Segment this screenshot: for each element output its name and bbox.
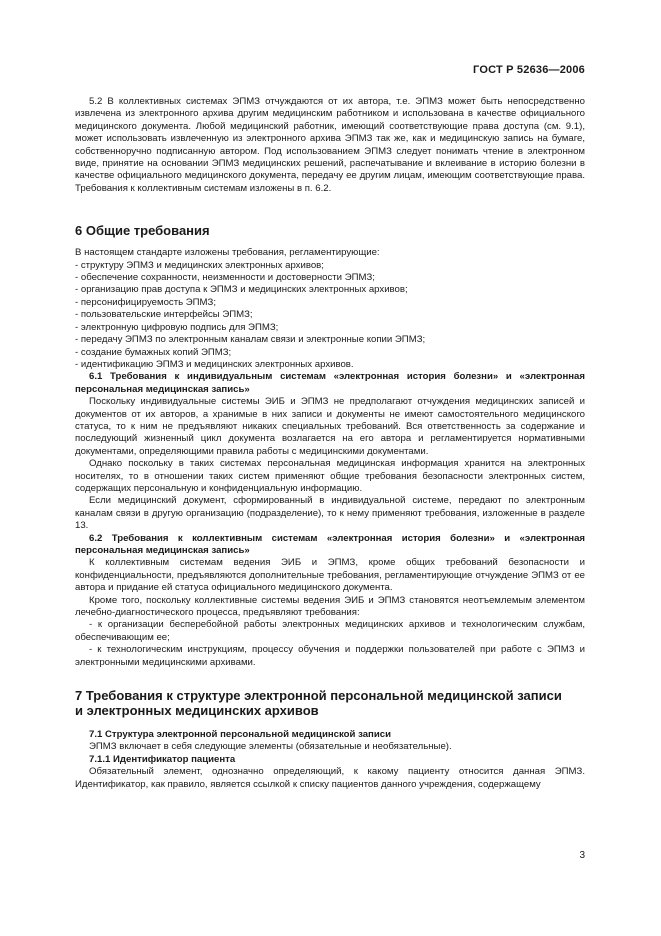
paragraph: ЭПМЗ включает в себя следующие элементы (обязательные и необязательные). xyxy=(89,741,452,753)
list-item: - персонифицируемость ЭПМЗ; xyxy=(75,296,217,308)
subsection-7-1-title: 7.1 Структура электронной персональной медицинской записи xyxy=(89,729,391,741)
page-number: 3 xyxy=(579,850,585,861)
paragraph: Однако поскольку в таких системах персональная медицинская информация хранится на электронных носителях, то в отношении таких систем применяют общие требования безопасности электронных систем, содержащих персональную и конфиденциальную информацию. xyxy=(75,458,585,494)
subsection-6-1-title: 6.1 Требования к индивидуальным системам «электронная история болезни» и «электронная персональная медицинская запись» xyxy=(75,371,585,395)
paragraph: Поскольку индивидуальные системы ЭИБ и ЭПМЗ не предполагают отчуждения медицинских записей и документов от их авторов, а хранимые в них записи и документы не имеют самостоятельного медицинского статуса, то к ним не предъявляют никаких специальных требований. Вся ответственность за содержание и последующий жизненный цикл документа возлагается на его автора и регламентируется нормативными документами, определяющими правила работы с медицинскими документами. xyxy=(75,396,585,457)
paragraph: - к технологическим инструкциям, процессу обучения и поддержки пользователей при работе с ЭПМЗ и электронными медицинскими архивами. xyxy=(75,644,585,668)
document-header: ГОСТ Р 52636—2006 xyxy=(473,64,585,76)
document-body xyxy=(75,96,585,791)
subsection-7-1-1-title: 7.1.1 Идентификатор пациента xyxy=(89,753,236,765)
paragraph: - к организации бесперебойной работы электронных медицинских архивов и технологическим службам, обеспечивающим ее; xyxy=(75,619,585,643)
list-item: - структуру ЭПМЗ и медицинских электронных архивов; xyxy=(75,259,324,271)
section-6-intro: В настоящем стандарте изложены требования, регламентирующие: xyxy=(75,247,380,259)
paragraph-5-2: 5.2 В коллективных системах ЭПМЗ отчуждаются от их автора, т.е. ЭПМЗ может быть непосредственно извлечена из электронного архива другим медицинским работником и использована в качестве официального медицинского документа. Любой медицинский работник, имеющий соответствующие права доступа (см. 9.1), может использовать извлеченную из электронного архива ЭПМЗ так же, как и медицинскую запись на бумаге, собственноручно подписанную автором. Под использованием ЭПМЗ следует понимать чтение в электронном виде, принятие на основании ЭПМЗ медицинских решений, распечатывание и вклеивание в историю болезни в качестве официального медицинского документа, передачу ее другим лицам, имеющим соответствующие права. Требования к коллективным системам изложены в п. 6.2. xyxy=(75,96,585,194)
paragraph: К коллективным системам ведения ЭИБ и ЭПМЗ, кроме общих требований безопасности и конфиденциальности, предъявляются дополнительные требования, регламентирующие отчуждение ЭПМЗ от ее автора и придание ей статуса официального медицинского документа. xyxy=(75,557,585,594)
subsection-6-2-title: 6.2 Требования к коллективным системам «электронная история болезни» и «электронная персональная медицинская запись» xyxy=(75,532,585,556)
list-item: - передачу ЭПМЗ по электронным каналам связи и электронные копии ЭПМЗ; xyxy=(75,334,426,346)
list-item: - идентификацию ЭПМЗ и медицинских электронных архивов. xyxy=(75,358,354,370)
section-6-title: 6 Общие требования xyxy=(75,223,210,239)
list-item: - обеспечение сохранности, неизменности и достоверности ЭПМЗ; xyxy=(75,272,375,284)
paragraph: Обязательный элемент, однозначно определяющий, к какому пациенту относится данная ЭПМЗ. Идентификатор, как правило, является ссылкой к списку пациентов данного учреждения, содержащему xyxy=(75,766,585,790)
list-item: - электронную цифровую подпись для ЭПМЗ; xyxy=(75,321,279,333)
list-item: - организацию прав доступа к ЭПМЗ и медицинских электронных архивов; xyxy=(75,284,408,296)
section-7-title-line: и электронных медицинских архивов xyxy=(75,703,319,719)
requirements-list xyxy=(75,260,585,372)
section-7-title-line: 7 Требования к структуре электронной персональной медицинской записи xyxy=(75,688,562,704)
paragraph: Кроме того, поскольку коллективные системы ведения ЭИБ и ЭПМЗ становятся неотъемлемым элементом лечебно-диагностического процесса, предъявляют требования: xyxy=(75,594,585,619)
paragraph: Если медицинский документ, сформированный в индивидуальной системе, передают по электронным каналам связи в другую организацию (подразделение), то к нему применяют требования, изложенные в разделе 13. xyxy=(75,495,585,532)
list-item: - пользовательские интерфейсы ЭПМЗ; xyxy=(75,309,253,321)
list-item: - создание бумажных копий ЭПМЗ; xyxy=(75,346,232,358)
section-7-title xyxy=(75,688,585,718)
